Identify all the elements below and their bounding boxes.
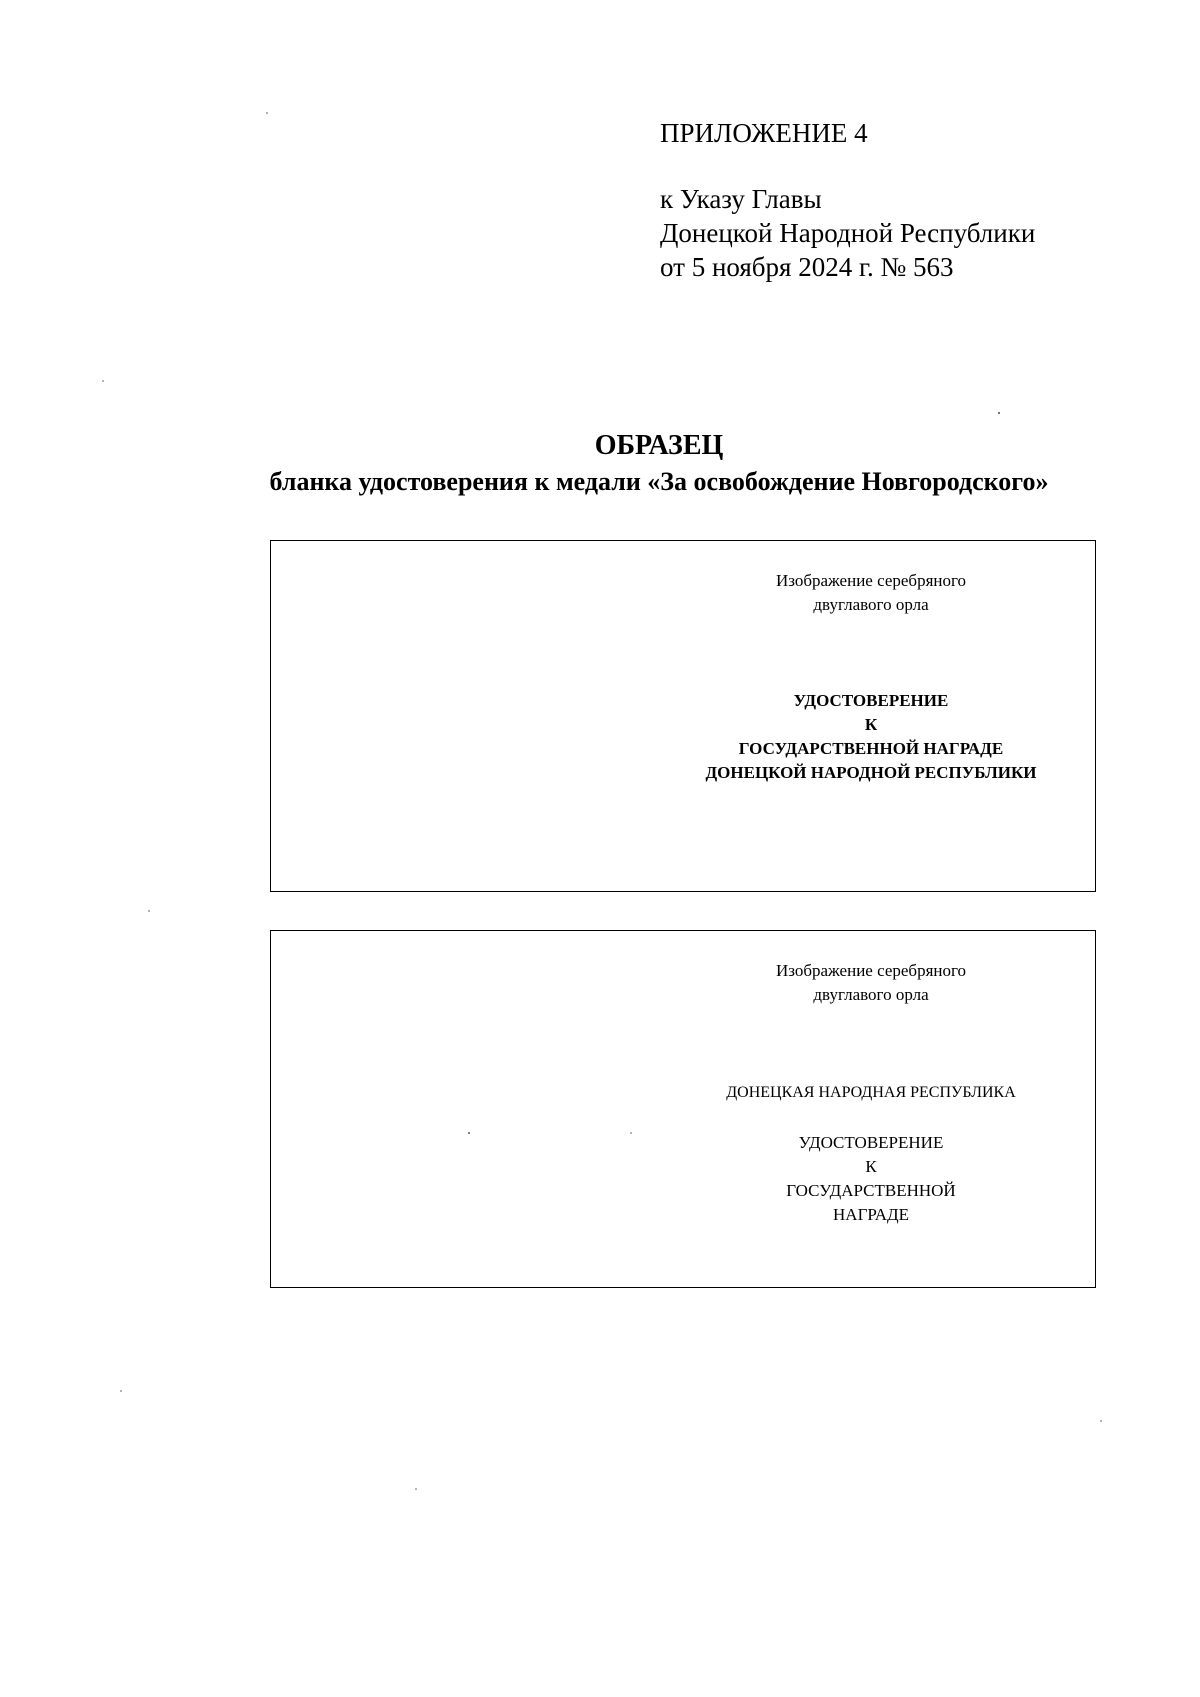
eagle-caption-line-2: двуглавого орла — [813, 595, 929, 614]
scan-speck — [148, 910, 150, 912]
certificate-blank-outer — [270, 540, 1096, 892]
appendix-ref-line-3: от 5 ноября 2024 г. № 563 — [660, 252, 954, 282]
certificate-title-line: ДОНЕЦКОЙ НАРОДНОЙ РЕСПУБЛИКИ — [705, 763, 1037, 782]
republic-name — [691, 1081, 1051, 1105]
eagle-caption-line-1: Изображение серебряного — [775, 571, 967, 590]
certificate-title-line: УДОСТОВЕРЕНИЕ — [798, 1133, 944, 1152]
appendix-title: ПРИЛОЖЕНИЕ 4 — [660, 118, 868, 148]
scan-speck — [630, 1132, 632, 1134]
certificate-title-line: ГОСУДАРСТВЕННОЙ — [786, 1181, 956, 1200]
document-heading — [0, 428, 1200, 500]
eagle-placeholder — [691, 569, 1051, 617]
scan-speck — [120, 1390, 122, 1392]
eagle-caption-line-1: Изображение серебряного — [775, 961, 967, 980]
document-title: ОБРАЗЕЦ — [594, 430, 724, 461]
eagle-caption-line-2: двуглавого орла — [813, 985, 929, 1004]
scan-speck — [415, 1488, 417, 1490]
eagle-placeholder — [691, 959, 1051, 1007]
scan-speck — [266, 112, 268, 114]
appendix-block — [660, 116, 1035, 284]
scan-speck — [1100, 1420, 1102, 1422]
scan-speck — [468, 1132, 470, 1134]
republic-name-text: ДОНЕЦКАЯ НАРОДНАЯ РЕСПУБЛИКА — [726, 1084, 1016, 1101]
appendix-ref-line-1: к Указу Главы — [660, 184, 822, 214]
scan-speck — [998, 412, 1000, 414]
certificate-title-line: УДОСТОВЕРЕНИЕ — [793, 691, 949, 710]
certificate-blank-inner — [270, 930, 1096, 1288]
document-subtitle: бланка удостоверения к медали «За освобождение Новгородского» — [269, 467, 1049, 496]
scan-speck — [102, 380, 104, 382]
appendix-ref-line-2: Донецкой Народной Республики — [660, 218, 1036, 248]
certificate-title — [691, 1131, 1051, 1227]
certificate-title-line: НАГРАДЕ — [833, 1205, 909, 1224]
certificate-title — [691, 689, 1051, 785]
certificate-title-line: К — [864, 715, 878, 734]
certificate-title-line: К — [865, 1157, 877, 1176]
certificate-title-line: ГОСУДАРСТВЕННОЙ НАГРАДЕ — [738, 739, 1004, 758]
